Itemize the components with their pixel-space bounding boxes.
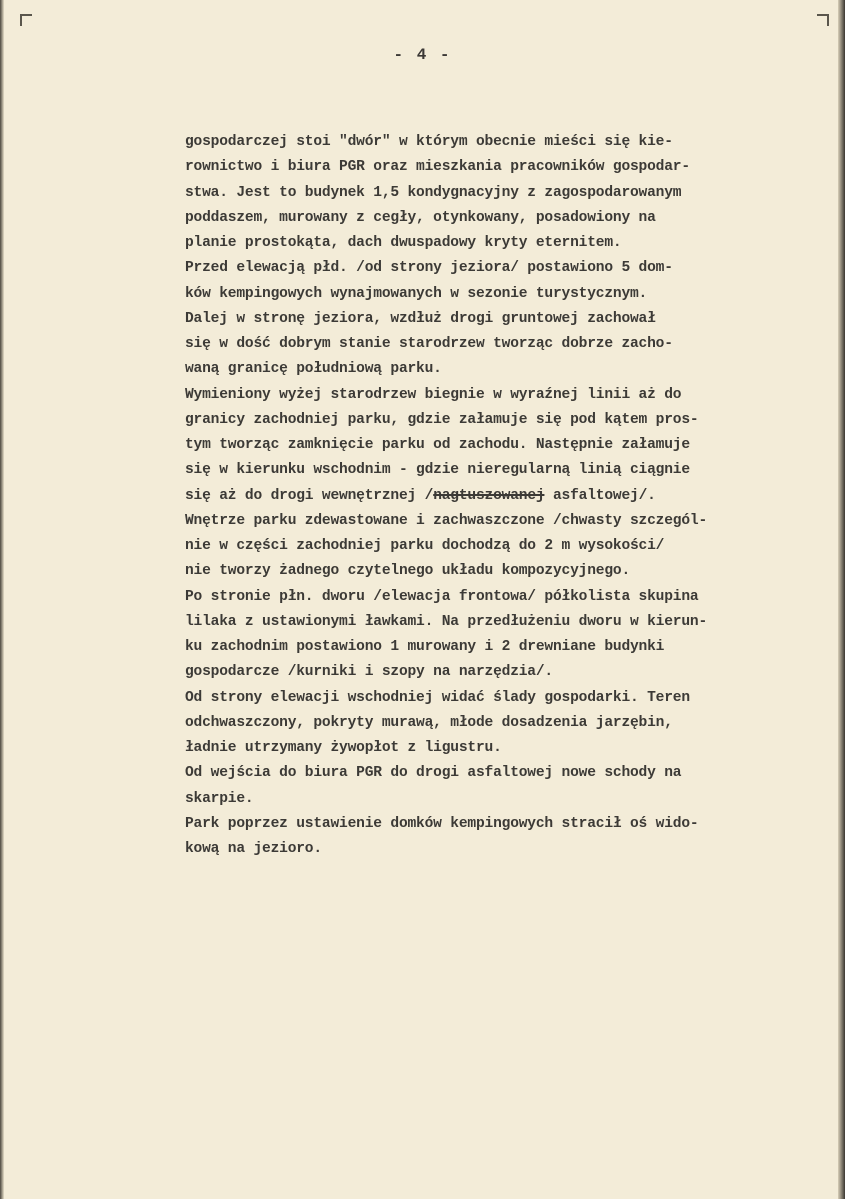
- page-number: - 4 -: [393, 46, 452, 64]
- text-line: Po stronie płn. dworu /elewacja frontowa/ półkolista skupina: [185, 588, 699, 605]
- text-line: planie prostokąta, dach dwuspadowy kryty eternitem.: [185, 235, 622, 251]
- corner-mark-left: [20, 14, 32, 26]
- text-line: lilaka z ustawionymi ławkami. Na przedłużeniu dworu w kierun-: [185, 613, 708, 630]
- struck-out-word: nagtuszowanej: [433, 487, 545, 504]
- text-line: skarpie.: [185, 790, 254, 807]
- text-line: się w dość dobrym stanie starodrzew tworząc dobrze zacho-: [185, 336, 673, 352]
- text-line: stwa. Jest to budynek 1,5 kondygnacyjny z zagospodarowanym: [185, 184, 682, 201]
- text-line: tym tworząc zamknięcie parku od zachodu. Następnie załamuje: [185, 437, 690, 453]
- text-line: kową na jezioro.: [185, 841, 322, 857]
- text-line: ładnie utrzymany żywopłot z ligustru.: [185, 740, 502, 756]
- text-line: gospodarcze /kurniki i szopy na narzędzia/.: [185, 664, 553, 681]
- text-line: waną granicę południową parku.: [185, 361, 442, 378]
- text-line: Park poprzez ustawienie domków kempingowych stracił oś wido-: [185, 815, 699, 832]
- corner-mark-right: [817, 14, 829, 26]
- text-line: ków kempingowych wynajmowanych w sezonie turystycznym.: [185, 285, 648, 302]
- text-segment: asfaltowej/.: [544, 487, 656, 504]
- typed-text-body: [185, 130, 825, 862]
- text-line: Przed elewacją płd. /od strony jeziora/ postawiono 5 dom-: [185, 260, 673, 277]
- text-line: nie w części zachodniej parku dochodzą do 2 m wysokości/: [185, 538, 665, 554]
- text-line: nie tworzy żadnego czytelnego układu kompozycyjnego.: [185, 563, 630, 580]
- text-line: Dalej w stronę jeziora, wzdłuż drogi gruntowej zachował: [185, 310, 656, 327]
- text-line: odchwaszczony, pokryty murawą, młode dosadzenia jarzębin,: [185, 714, 673, 731]
- text-line: ku zachodnim postawiono 1 murowany i 2 drewniane budynki: [185, 639, 665, 655]
- text-line: Od wejścia do biura PGR do drogi asfaltowej nowe schody na: [185, 765, 682, 782]
- page-edge-right: [838, 0, 845, 1199]
- text-line: Wymieniony wyżej starodrzew biegnie w wyraźnej linii aż do: [185, 386, 682, 403]
- text-line: poddaszem, murowany z cegły, otynkowany, posadowiony na: [185, 209, 656, 226]
- text-line: się w kierunku wschodnim - gdzie nieregularną linią ciągnie: [185, 462, 690, 479]
- text-line: granicy zachodniej parku, gdzie załamuje się pod kątem pros-: [185, 411, 699, 428]
- text-line: rownictwo i biura PGR oraz mieszkania pracowników gospodar-: [185, 159, 690, 176]
- text-line: Wnętrze parku zdewastowane i zachwaszczone /chwasty szczegól-: [185, 512, 708, 529]
- text-line-with-strikeout: [185, 484, 825, 509]
- page-edge-left: [0, 0, 4, 1199]
- text-line: Od strony elewacji wschodniej widać ślady gospodarki. Teren: [185, 689, 690, 706]
- text-segment: się aż do drogi wewnętrznej /: [185, 487, 434, 504]
- text-line: gospodarczej stoi "dwór" w którym obecnie mieści się kie-: [185, 134, 673, 150]
